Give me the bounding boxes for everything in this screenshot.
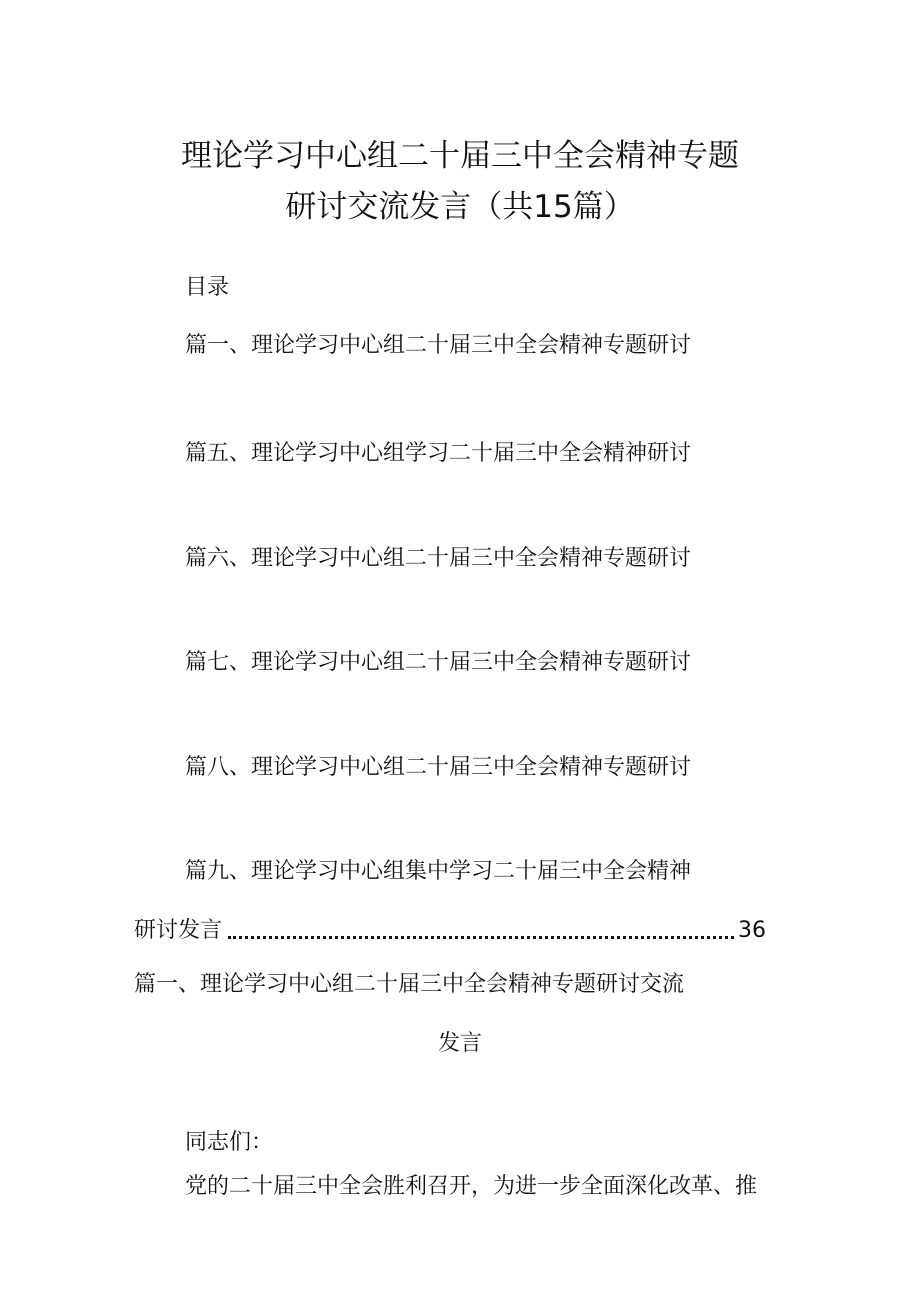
- toc-dot-leader: [228, 935, 734, 939]
- toc-entry-continuation[interactable]: [134, 916, 766, 946]
- document-title-line-2: 研讨交流发言（共15篇）: [285, 189, 635, 225]
- body-paragraph: 党的二十届三中全会胜利召开，为进一步全面深化改革、推: [185, 1174, 758, 1199]
- toc-page-number: 36: [738, 918, 766, 943]
- toc-entry-continuation-text: 研讨发言: [134, 918, 223, 943]
- salutation: 同志们：: [185, 1130, 274, 1155]
- section-heading-line-2: 发言: [437, 1031, 482, 1056]
- section-heading-line-1: 篇一、理论学习中心组二十届三中全会精神专题研讨交流: [134, 972, 685, 997]
- document-title-line-1: 理论学习中心组二十届三中全会精神专题: [181, 138, 739, 174]
- toc-entry[interactable]: 篇六、理论学习中心组二十届三中全会精神专题研讨: [185, 546, 692, 571]
- toc-entry[interactable]: 篇九、理论学习中心组集中学习二十届三中全会精神: [185, 859, 692, 884]
- toc-label: 目录: [185, 275, 230, 300]
- toc-entry[interactable]: 篇五、理论学习中心组学习二十届三中全会精神研讨: [185, 441, 692, 466]
- toc-entry[interactable]: 篇一、理论学习中心组二十届三中全会精神专题研讨: [185, 333, 692, 358]
- toc-entry[interactable]: 篇八、理论学习中心组二十届三中全会精神专题研讨: [185, 755, 692, 780]
- toc-entry[interactable]: 篇七、理论学习中心组二十届三中全会精神专题研讨: [185, 650, 692, 675]
